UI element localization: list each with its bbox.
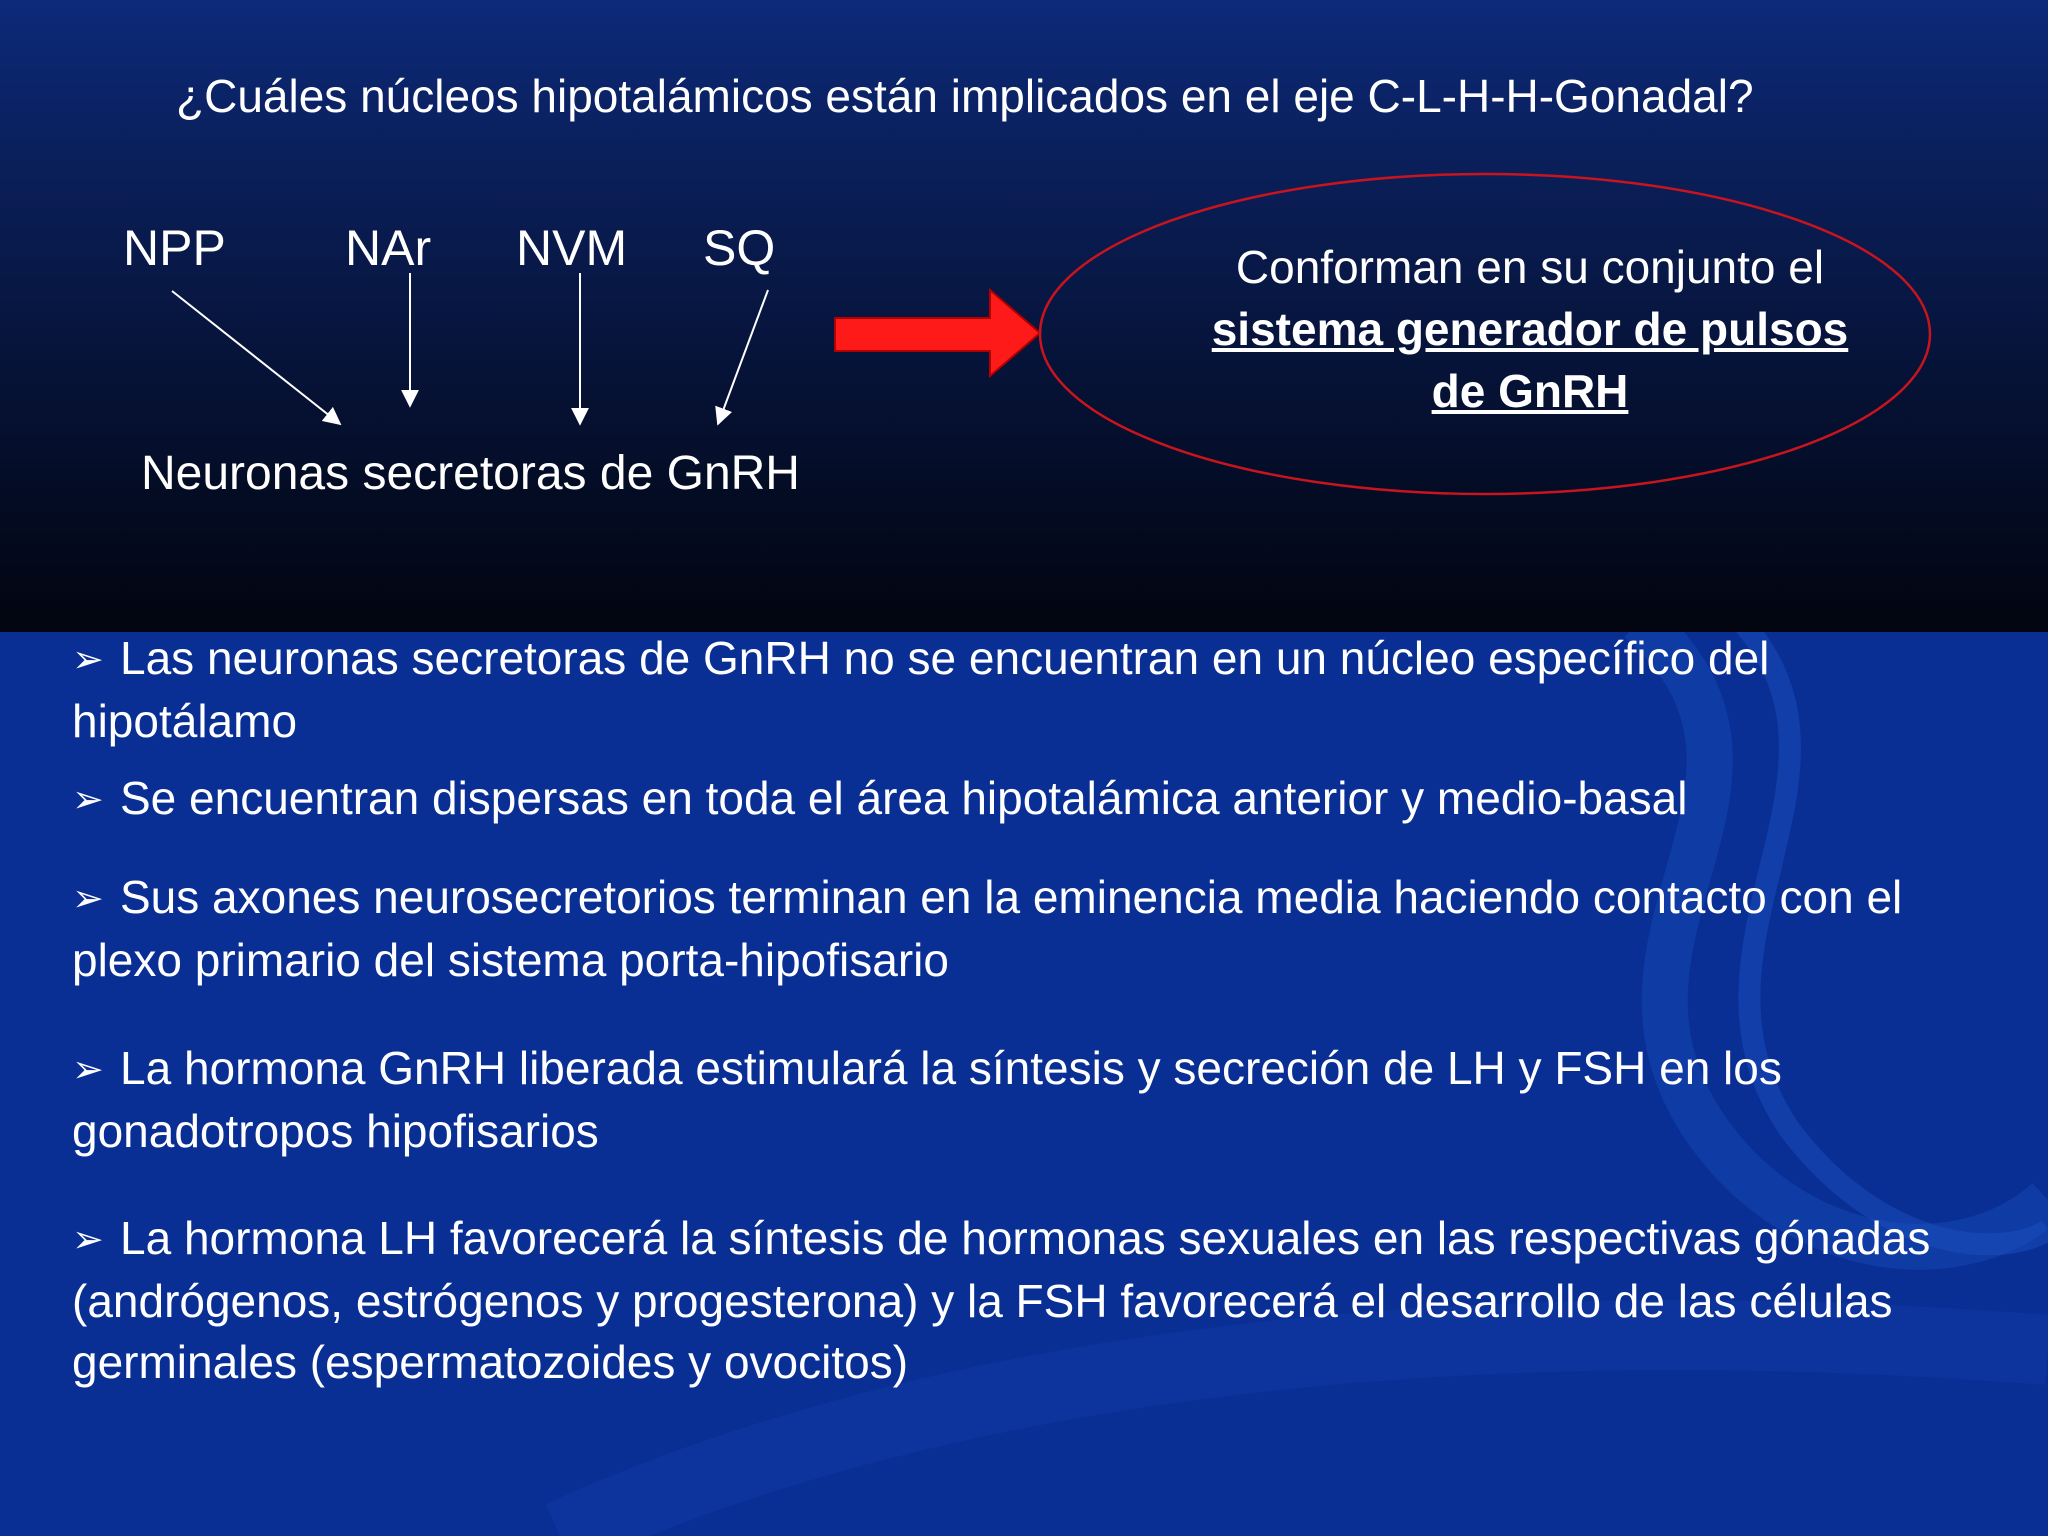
bullet-arrow-icon: ➢ bbox=[72, 1049, 104, 1091]
bullet-text: La hormona LH favorecerá la síntesis de hormonas sexuales en las respectivas gónadas (andrógenos, estrógenos y progesterona) y la FSH favorecerá el desarrollo de las células germinales (espermatozoides y ovocitos) bbox=[72, 1212, 1931, 1388]
slide-title: ¿Cuáles núcleos hipotalámicos están implicados en el eje C-L-H-H-Gonadal? bbox=[176, 70, 1754, 122]
neurons-label: Neuronas secretoras de GnRH bbox=[141, 447, 800, 500]
nucleus-label-sq: SQ bbox=[703, 220, 776, 276]
bullet-item bbox=[72, 628, 1992, 752]
bullet-text: Sus axones neurosecretorios terminan en la eminencia media haciendo contacto con el plexo primario del sistema porta-hipofisario bbox=[72, 871, 1903, 986]
bullet-arrow-icon: ➢ bbox=[72, 878, 104, 920]
bullet-text: Las neuronas secretoras de GnRH no se encuentran en un núcleo específico del hipotálamo bbox=[72, 632, 1770, 747]
arrow-npp-to-neurons bbox=[172, 291, 340, 424]
nucleus-label-npp: NPP bbox=[123, 220, 226, 276]
bullet-arrow-icon: ➢ bbox=[72, 779, 104, 821]
bullet-arrow-icon: ➢ bbox=[72, 1219, 104, 1261]
nucleus-label-nvm: NVM bbox=[516, 220, 628, 276]
bullet-arrow-icon: ➢ bbox=[72, 639, 104, 681]
arrow-sq-to-neurons bbox=[718, 290, 768, 424]
bullet-item bbox=[72, 768, 1992, 831]
bullet-item bbox=[72, 1208, 1992, 1393]
ellipse-text bbox=[1140, 236, 1920, 422]
bullet-item bbox=[72, 1038, 1992, 1162]
bullet-text: La hormona GnRH liberada estimulará la síntesis y secreción de LH y FSH en los gonadotropos hipofisarios bbox=[72, 1042, 1782, 1157]
ellipse-text-line1: Conforman en su conjunto el bbox=[1235, 241, 1825, 293]
red-block-arrow-icon bbox=[835, 290, 1040, 376]
ellipse-text-bold-line2: sistema generador de pulsos bbox=[1211, 303, 1849, 355]
bullet-item bbox=[72, 867, 1992, 991]
nucleus-label-nar: NAr bbox=[345, 220, 432, 276]
ellipse-text-bold-line3: de GnRH bbox=[1431, 365, 1629, 417]
bullet-text: Se encuentran dispersas en toda el área hipotalámica anterior y medio-basal bbox=[120, 772, 1688, 824]
